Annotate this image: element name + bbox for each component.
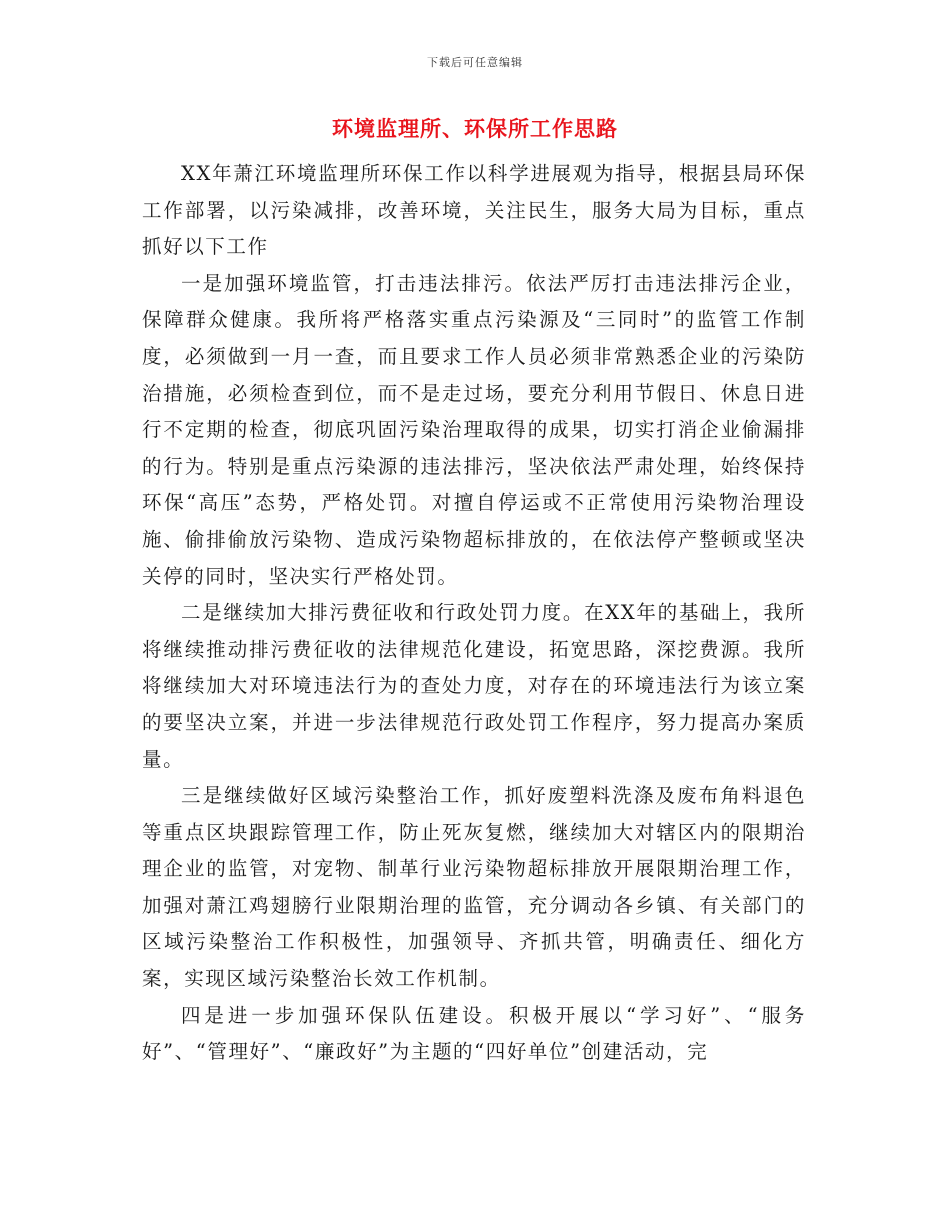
- paragraph-4: 四是进一步加强环保队伍建设。积极开展以“学习好”、“服务好”、“管理好”、“廉政好”为主题的“四好单位”创建活动，完: [142, 1003, 806, 1064]
- document-title: 环境监理所、环保所工作思路: [332, 116, 618, 141]
- paragraph-2: 二是继续加大排污费征收和行政处罚力度。在XX年的基础上，我所将继续推动排污费征收的法律规范化建设，拓宽思路，深挖费源。我所将继续加大对环境违法行为的查处力度，对存在的环境违法行为该立案的要坚决立案，并进一步法律规范行政处罚工作程序，努力提高办案质量。: [142, 601, 806, 771]
- header-note: 下载后可任意编辑: [427, 56, 523, 69]
- document-body: [142, 156, 806, 1071]
- paragraph-3: 三是继续做好区域污染整治工作，抓好废塑料洗涤及废布角料退色等重点区块跟踪管理工作，防止死灰复燃，继续加大对辖区内的限期治理企业的监管，对宠物、制革行业污染物超标排放开展限期治理工作，加强对萧江鸡翅膀行业限期治理的监管，充分调动各乡镇、有关部门的区域污染整治工作积极性，加强领导、齐抓共管，明确责任、细化方案，实现区域污染整治长效工作机制。: [142, 784, 806, 991]
- paragraph-intro: XX年萧江环境监理所环保工作以科学进展观为指导，根据县局环保工作部署，以污染减排，改善环境，关注民生，服务大局为目标，重点抓好以下工作: [142, 162, 806, 259]
- paragraph-1: 一是加强环境监管，打击违法排污。依法严厉打击违法排污企业，保障群众健康。我所将严格落实重点污染源及“三同时”的监管工作制度，必须做到一月一查，而且要求工作人员必须非常熟悉企业的污染防治措施，必须检查到位，而不是走过场，要充分利用节假日、休息日进行不定期的检查，彻底巩固污染治理取得的成果，切实打消企业偷漏排的行为。特别是重点污染源的违法排污，坚决依法严肃处理，始终保持环保“高压”态势，严格处罚。对擅自停运或不正常使用污染物治理设施、偷排偷放污染物、造成污染物超标排放的，在依法停产整顿或坚决关停的同时，坚决实行严格处罚。: [142, 271, 806, 588]
